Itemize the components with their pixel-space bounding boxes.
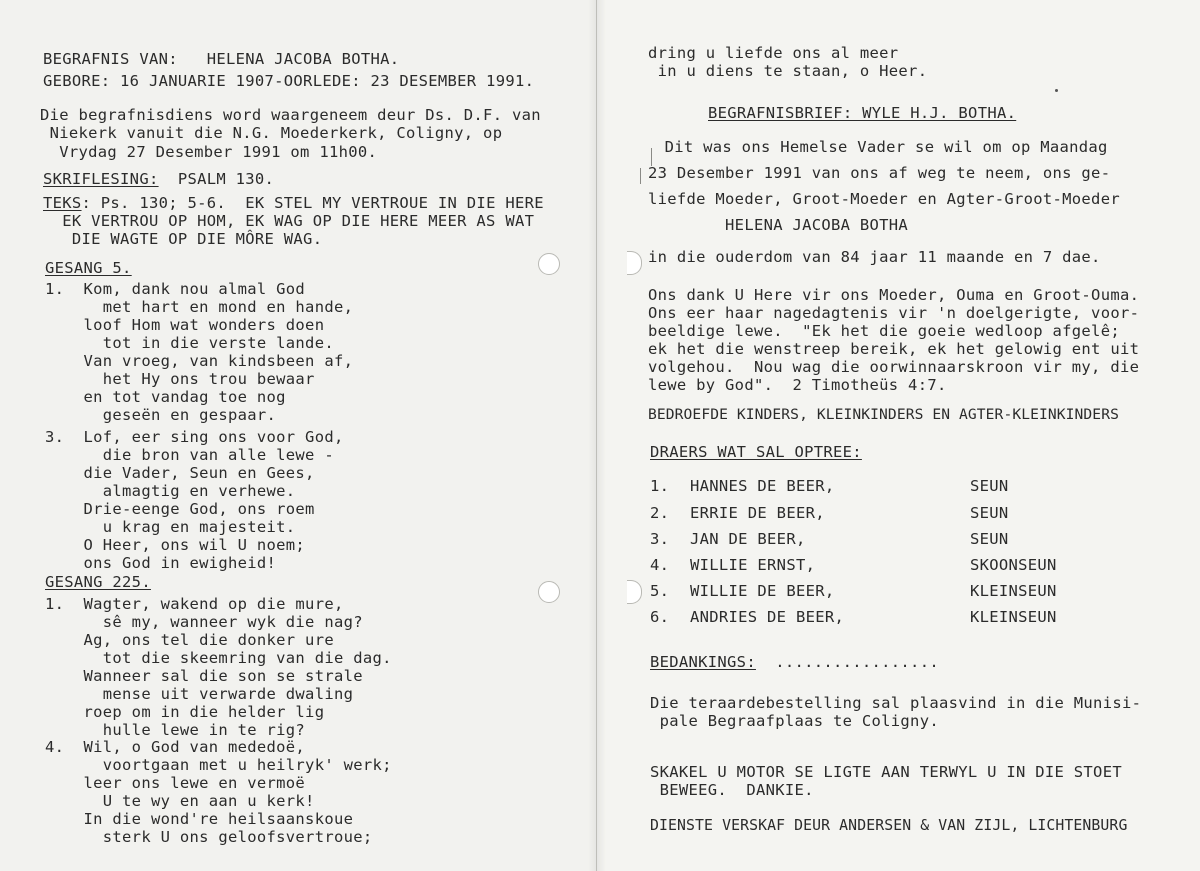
hymn-line: 3. Lof, eer sing ons voor God, (45, 428, 344, 446)
bearer-name: HANNES DE BEER, (690, 477, 835, 495)
hymn-line: tot in die verste lande. (45, 334, 334, 352)
thanks-dots: ................. (755, 653, 939, 671)
pen-mark (640, 168, 641, 184)
service-line: Niekerk vanuit die N.G. Moederkerk, Coligny, op (40, 124, 503, 142)
service-line: Die begrafnisdiens word waargeneem deur Ds. D.F. van (40, 106, 541, 124)
hymn-line: 1. Kom, dank nou almal God (45, 280, 306, 298)
bearer-number: 1. (650, 477, 670, 495)
thanks-section (650, 653, 939, 671)
birth-death-dates: GEBORE: 16 JANUARIE 1907-OORLEDE: 23 DESEMBER 1991. (43, 72, 535, 90)
hymn-line: geseën en gespaar. (45, 406, 277, 424)
text-line: DIE WAGTE OP DIE MÔRE WAG. (43, 230, 323, 248)
service-line: Vrydag 27 Desember 1991 om 11h00. (40, 143, 378, 161)
hymn-line: U te wy en aan u kerk! (45, 792, 315, 810)
hymn-line: die Vader, Seun en Gees, (45, 464, 315, 482)
burial-line: Die teraardebestelling sal plaasvind in die Munisi- (650, 694, 1142, 712)
thanks-line: ek het die wenstreep bereik, ek het gelowig ent uit (648, 340, 1140, 358)
bearer-relation: KLEINSEUN (970, 608, 1057, 626)
hymn-line: en tot vandag toe nog (45, 388, 286, 406)
deceased-header: BEGRAFNIS VAN: HELENA JACOBA BOTHA. (43, 50, 400, 68)
bearer-number: 4. (650, 556, 670, 574)
scripture-reading (43, 170, 274, 188)
letter-line: liefde Moeder, Groot-Moeder en Agter-Groot-Moeder (648, 190, 1120, 208)
hymn-title: GESANG 225. (45, 573, 151, 591)
hymn-continuation: dring u liefde ons al meer (648, 44, 899, 62)
bearer-number: 5. (650, 582, 670, 600)
hymn-line: het Hy ons trou bewaar (45, 370, 315, 388)
letter-line: Dit was ons Hemelse Vader se wil om op Maandag (655, 138, 1108, 156)
letter-title: BEGRAFNISBRIEF: WYLE H.J. BOTHA. (708, 104, 1017, 122)
hymn-line: 4. Wil, o God van mededoë, (45, 738, 306, 756)
bearer-relation: SEUN (970, 530, 1009, 548)
hymn-line: 1. Wagter, wakend op die mure, (45, 595, 344, 613)
punch-hole (538, 253, 560, 275)
burial-line: pale Begraafplaas te Coligny. (650, 712, 939, 730)
bearer-name: WILLIE ERNST, (690, 556, 816, 574)
bearer-relation: SEUN (970, 504, 1009, 522)
thanks-line: beeldige lewe. "Ek het die goeie wedloop afgelê; (648, 322, 1120, 340)
undertaker-line: DIENSTE VERSKAF DEUR ANDERSEN & VAN ZIJL, LICHTENBURG (650, 817, 1128, 834)
hymn-line: met hart en mond en hande, (45, 298, 354, 316)
punch-hole (538, 581, 560, 603)
bearer-name: WILLIE DE BEER, (690, 582, 835, 600)
hymn-line: sterk U ons geloofsvertroue; (45, 828, 373, 846)
age-line: in die ouderdom van 84 jaar 11 maande en 7 dae. (648, 248, 1101, 266)
bearer-name: ERRIE DE BEER, (690, 504, 825, 522)
text-line: EK VERTROU OP HOM, EK WAG OP DIE HERE MEER AS WAT (43, 212, 535, 230)
bearer-relation: SEUN (970, 477, 1009, 495)
bearer-name: JAN DE BEER, (690, 530, 806, 548)
hymn-line: Ag, ons tel die donker ure (45, 631, 334, 649)
thanks-line: lewe by God". 2 Timotheüs 4:7. (648, 376, 947, 394)
hymn-line: leer ons lewe en vermoë (45, 774, 306, 792)
hymn-line: u krag en majesteit. (45, 518, 296, 536)
bearers-title: DRAERS WAT SAL OPTREE: (650, 443, 862, 461)
hymn-line: voortgaan met u heilryk' werk; (45, 756, 392, 774)
thanks-line: volgehou. Nou wag die oorwinnaarskroon vir my, die (648, 358, 1140, 376)
bearer-relation: SKOONSEUN (970, 556, 1057, 574)
hymn-line: Van vroeg, van kindsbeen af, (45, 352, 354, 370)
hymn-line: Drie-eenge God, ons roem (45, 500, 315, 518)
bearer-number: 2. (650, 504, 670, 522)
hymn-line: die bron van alle lewe - (45, 446, 334, 464)
procession-notice: SKAKEL U MOTOR SE LIGTE AAN TERWYL U IN DIE STOET (650, 763, 1122, 781)
reading-value: PSALM 130. (158, 170, 275, 188)
bearer-relation: KLEINSEUN (970, 582, 1057, 600)
procession-notice: BEWEEG. DANKIE. (650, 781, 814, 799)
text-line: : Ps. 130; 5-6. EK STEL MY VERTROUE IN DIE HERE (81, 194, 544, 212)
hymn-line: tot die skeemring van die dag. (45, 649, 392, 667)
reading-label: SKRIFLESING: (43, 170, 159, 188)
letter-line: 23 Desember 1991 van ons af weg te neem, ons ge- (648, 164, 1111, 182)
bearer-number: 6. (650, 608, 670, 626)
hymn-line: Wanneer sal die son se strale (45, 667, 363, 685)
text-label: TEKS (43, 194, 82, 212)
hymn-line: roep om in die helder lig (45, 703, 325, 721)
right-page (597, 0, 1200, 871)
hymn-continuation: in u diens te staan, o Heer. (648, 62, 928, 80)
thanks-line: Ons eer haar nagedagtenis vir 'n doelgerigte, voor- (648, 304, 1140, 322)
hymn-line: almagtig en verhewe. (45, 482, 296, 500)
hymn-title: GESANG 5. (45, 259, 132, 277)
sermon-text (43, 194, 544, 212)
thanks-line: Ons dank U Here vir ons Moeder, Ouma en Groot-Ouma. (648, 286, 1140, 304)
hymn-line: mense uit verwarde dwaling (45, 685, 354, 703)
page-fold (588, 0, 606, 871)
thanks-title: BEDANKINGS: (650, 653, 756, 671)
hymn-line: loof Hom wat wonders doen (45, 316, 325, 334)
hymn-line: sê my, wanneer wyk die nag? (45, 613, 363, 631)
bearer-number: 3. (650, 530, 670, 548)
deceased-name: HELENA JACOBA BOTHA (648, 216, 909, 234)
mourners-line: BEDROEFDE KINDERS, KLEINKINDERS EN AGTER-KLEINKINDERS (648, 406, 1119, 423)
hymn-line: ons God in ewigheid! (45, 554, 277, 572)
bearer-name: ANDRIES DE BEER, (690, 608, 845, 626)
hymn-line: O Heer, ons wil U noem; (45, 536, 306, 554)
ink-speck (1055, 89, 1058, 92)
hymn-line: hulle lewe in te rig? (45, 721, 306, 739)
hymn-line: In die wond're heilsaanskoue (45, 810, 354, 828)
